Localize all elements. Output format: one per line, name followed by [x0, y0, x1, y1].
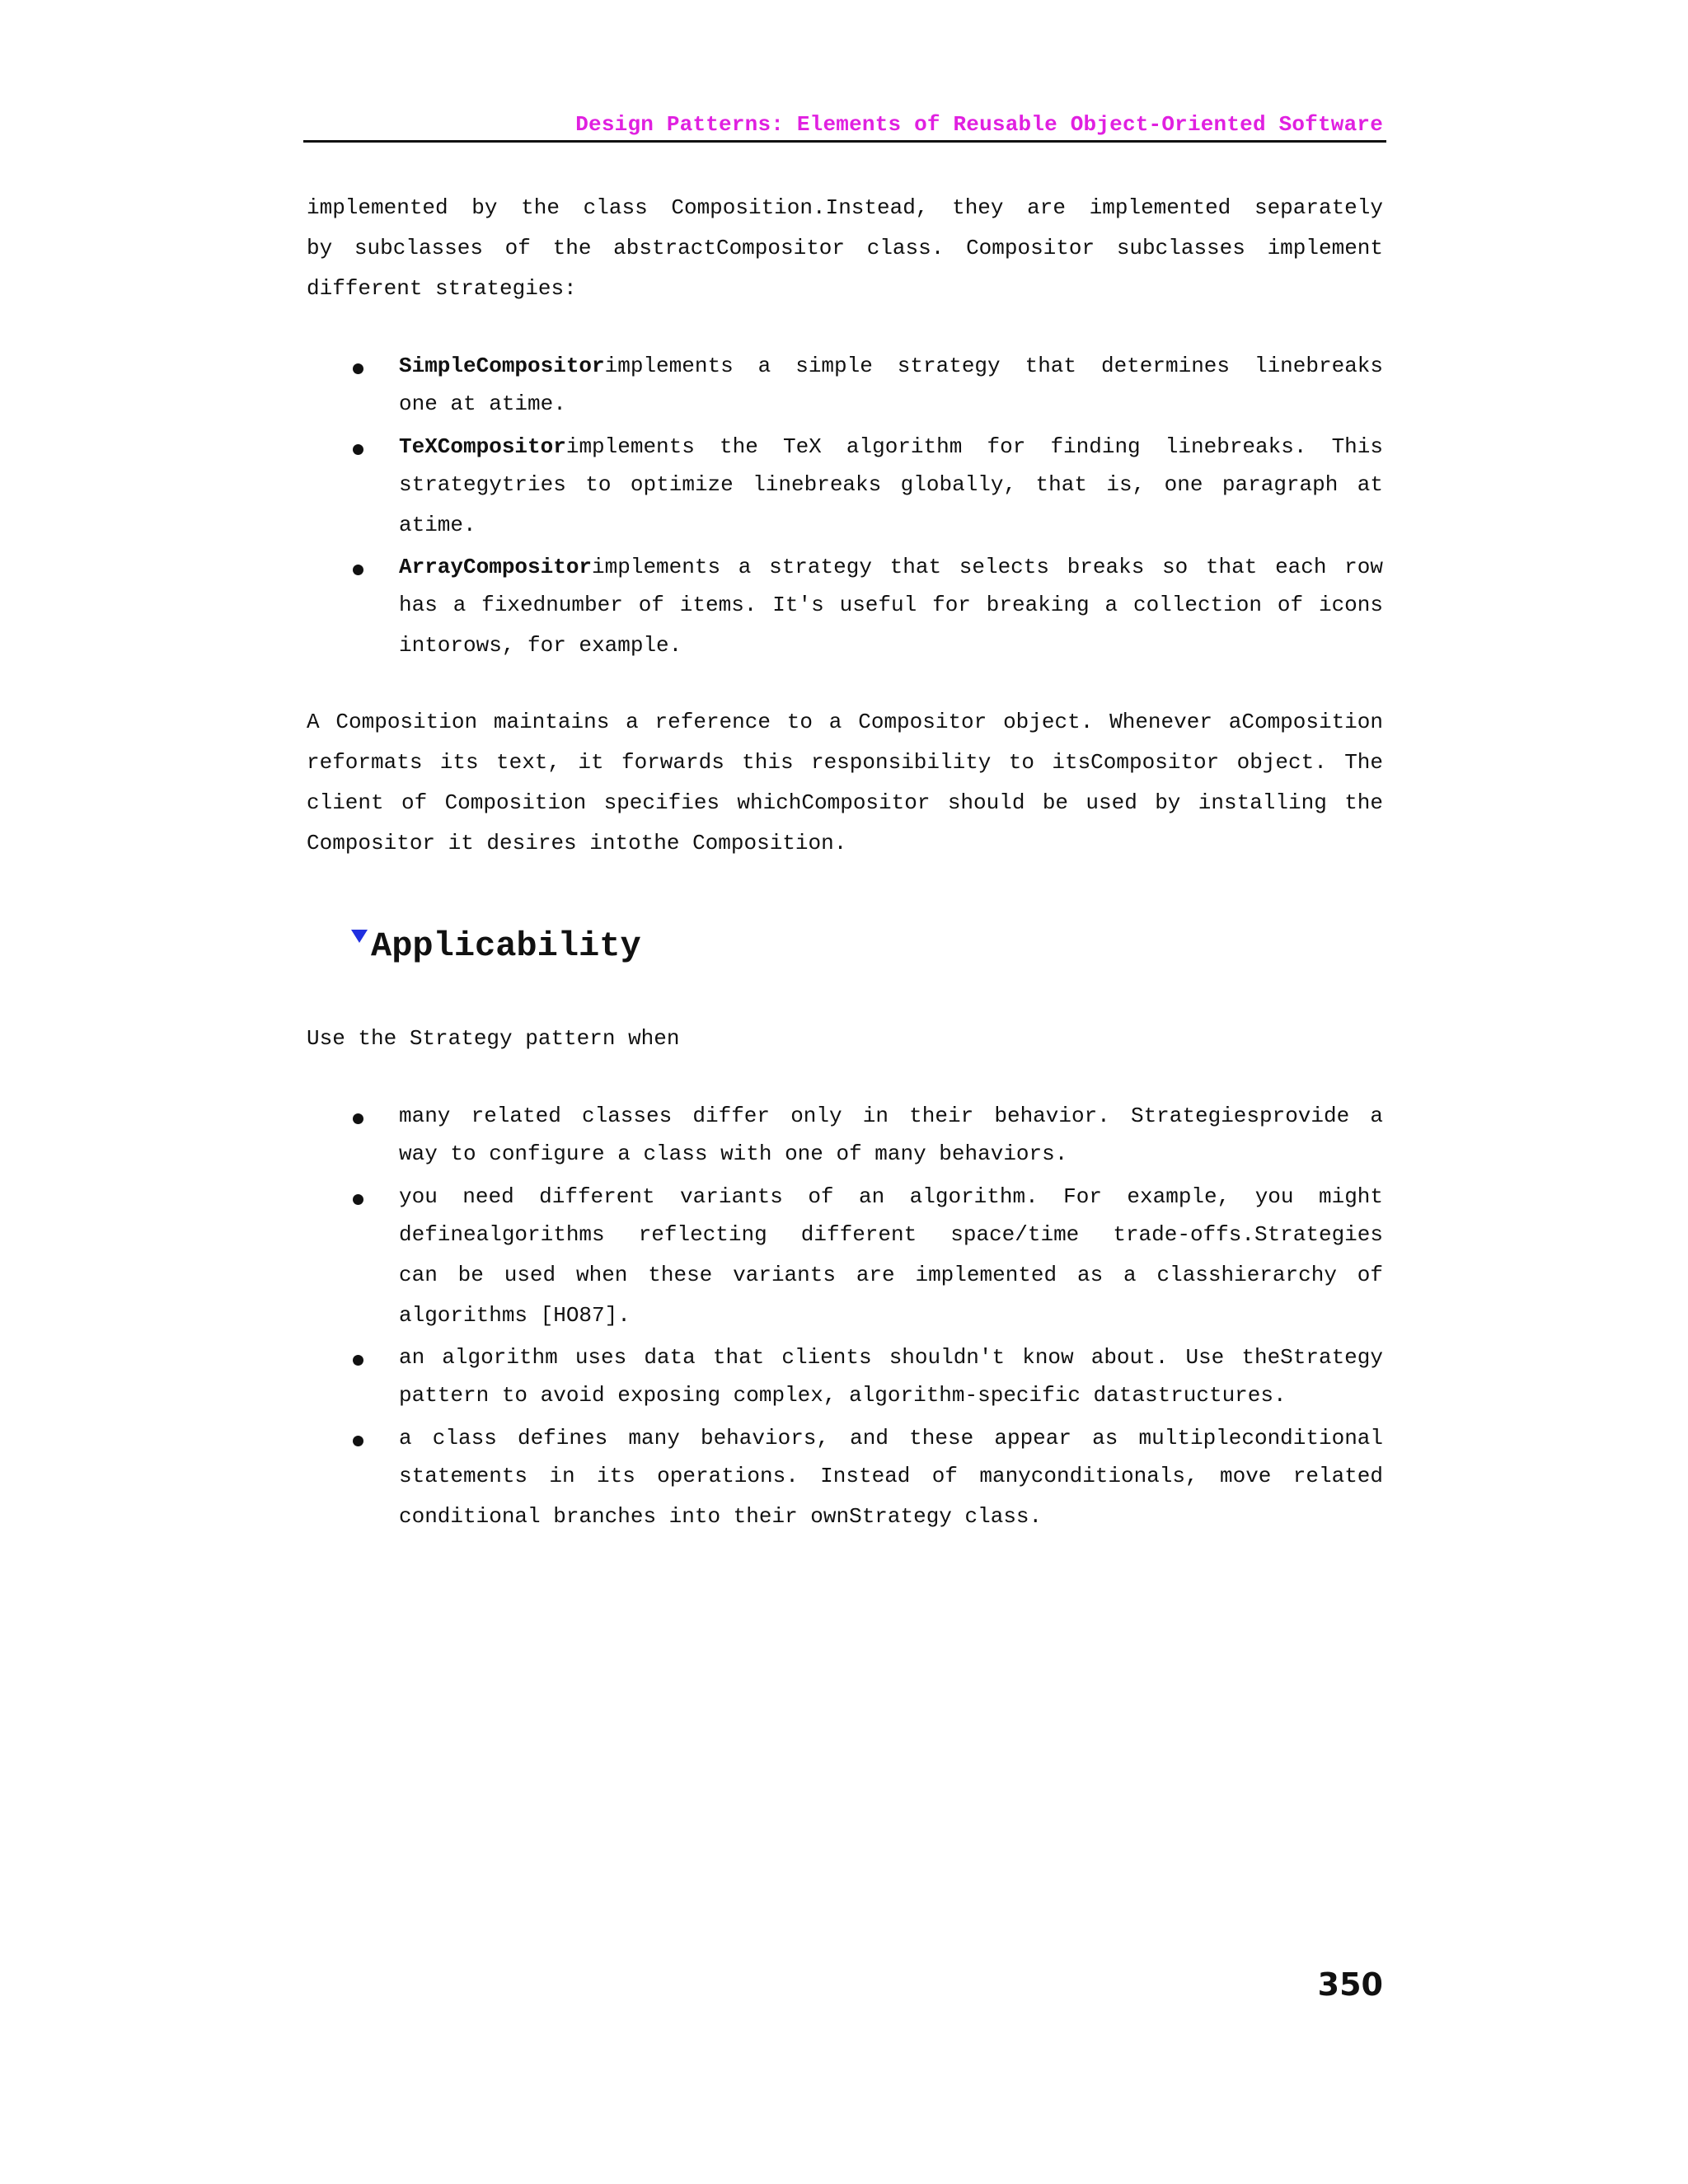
- list-item-line: definealgorithms reflecting different space/time trade-offs.Strategies: [399, 1222, 1383, 1247]
- applicability-intro: [307, 1019, 1383, 1059]
- compositor-list: [303, 348, 1383, 669]
- paragraph-line: Compositor it desires intothe Composition.: [307, 831, 847, 855]
- list-item-text: implements a simple strategy that determines linebreaks: [604, 354, 1383, 378]
- bullet-icon: [353, 565, 363, 575]
- list-item-text: implements the TeX algorithm for finding linebreaks. This: [565, 434, 1383, 459]
- list-item: [303, 1098, 1383, 1179]
- term-texcompositor: TeXCompositor: [399, 434, 566, 459]
- list-item: [303, 1420, 1383, 1540]
- list-item-line: conditional branches into their ownStrategy class.: [399, 1504, 1043, 1529]
- paragraph-line: by subclasses of the abstractCompositor class. Compositor subclasses implement: [307, 236, 1383, 260]
- list-item-line: has a fixednumber of items. It's useful for breaking a collection of icons: [399, 593, 1383, 617]
- running-header: Design Patterns: Elements of Reusable Object-Oriented Software: [575, 112, 1383, 137]
- paragraph-line: client of Composition specifies whichCompositor should be used by installing the: [307, 790, 1383, 815]
- list-item-line: intorows, for example.: [399, 633, 682, 658]
- page-number: 350: [1317, 1966, 1383, 2003]
- header-rule: [303, 140, 1386, 143]
- bullet-icon: [353, 444, 363, 455]
- list-item-line: atime.: [399, 513, 476, 537]
- section-heading-text: Applicability: [371, 926, 641, 966]
- triangle-down-icon[interactable]: [351, 930, 368, 943]
- paragraph-line: reformats its text, it forwards this responsibility to itsCompositor object. The: [307, 750, 1383, 775]
- list-item-line: a class defines many behaviors, and these appear as multipleconditional: [399, 1426, 1383, 1451]
- list-item-line: an algorithm uses data that clients shouldn't know about. Use theStrategy: [399, 1345, 1383, 1370]
- list-item-text: implements a strategy that selects breaks so that each row: [592, 555, 1383, 579]
- paragraph-line: implemented by the class Composition.Instead, they are implemented separately: [307, 195, 1383, 220]
- bullet-icon: [353, 1194, 363, 1205]
- list-item-line: one at atime.: [399, 391, 566, 416]
- list-item-line: algorithms [HO87].: [399, 1303, 631, 1328]
- intro-paragraph: [307, 188, 1383, 309]
- list-item: [303, 348, 1383, 429]
- list-item-line: strategytries to optimize linebreaks globally, that is, one paragraph at: [399, 472, 1383, 497]
- list-item-line: [399, 429, 1383, 465]
- list-item-line: pattern to avoid exposing complex, algorithm-specific datastructures.: [399, 1383, 1287, 1408]
- list-item: [303, 1339, 1383, 1420]
- paragraph-line: Use the Strategy pattern when: [307, 1026, 680, 1051]
- term-arraycompositor: ArrayCompositor: [399, 555, 593, 579]
- composition-paragraph: [307, 702, 1383, 864]
- term-simplecompositor: SimpleCompositor: [399, 354, 605, 378]
- list-item-line: way to configure a class with one of many behaviors.: [399, 1141, 1068, 1166]
- list-item-line: you need different variants of an algorithm. For example, you might: [399, 1184, 1383, 1209]
- list-item: [303, 549, 1383, 669]
- bullet-icon: [353, 1436, 363, 1446]
- paragraph-line: A Composition maintains a reference to a Compositor object. Whenever aComposition: [307, 710, 1383, 734]
- list-item-line: [399, 348, 1383, 384]
- bullet-icon: [353, 1355, 363, 1366]
- paragraph-line: different strategies:: [307, 276, 577, 301]
- applicability-list: [303, 1098, 1383, 1540]
- list-item-line: many related classes differ only in their behavior. Strategiesprovide a: [399, 1104, 1383, 1128]
- bullet-icon: [353, 1113, 363, 1124]
- list-item-line: [399, 549, 1383, 585]
- bullet-icon: [353, 363, 363, 374]
- list-item-line: statements in its operations. Instead of manyconditionals, move related: [399, 1464, 1383, 1488]
- list-item: [303, 1179, 1383, 1339]
- list-item-line: can be used when these variants are implemented as a classhierarchy of: [399, 1263, 1383, 1287]
- list-item: [303, 429, 1383, 549]
